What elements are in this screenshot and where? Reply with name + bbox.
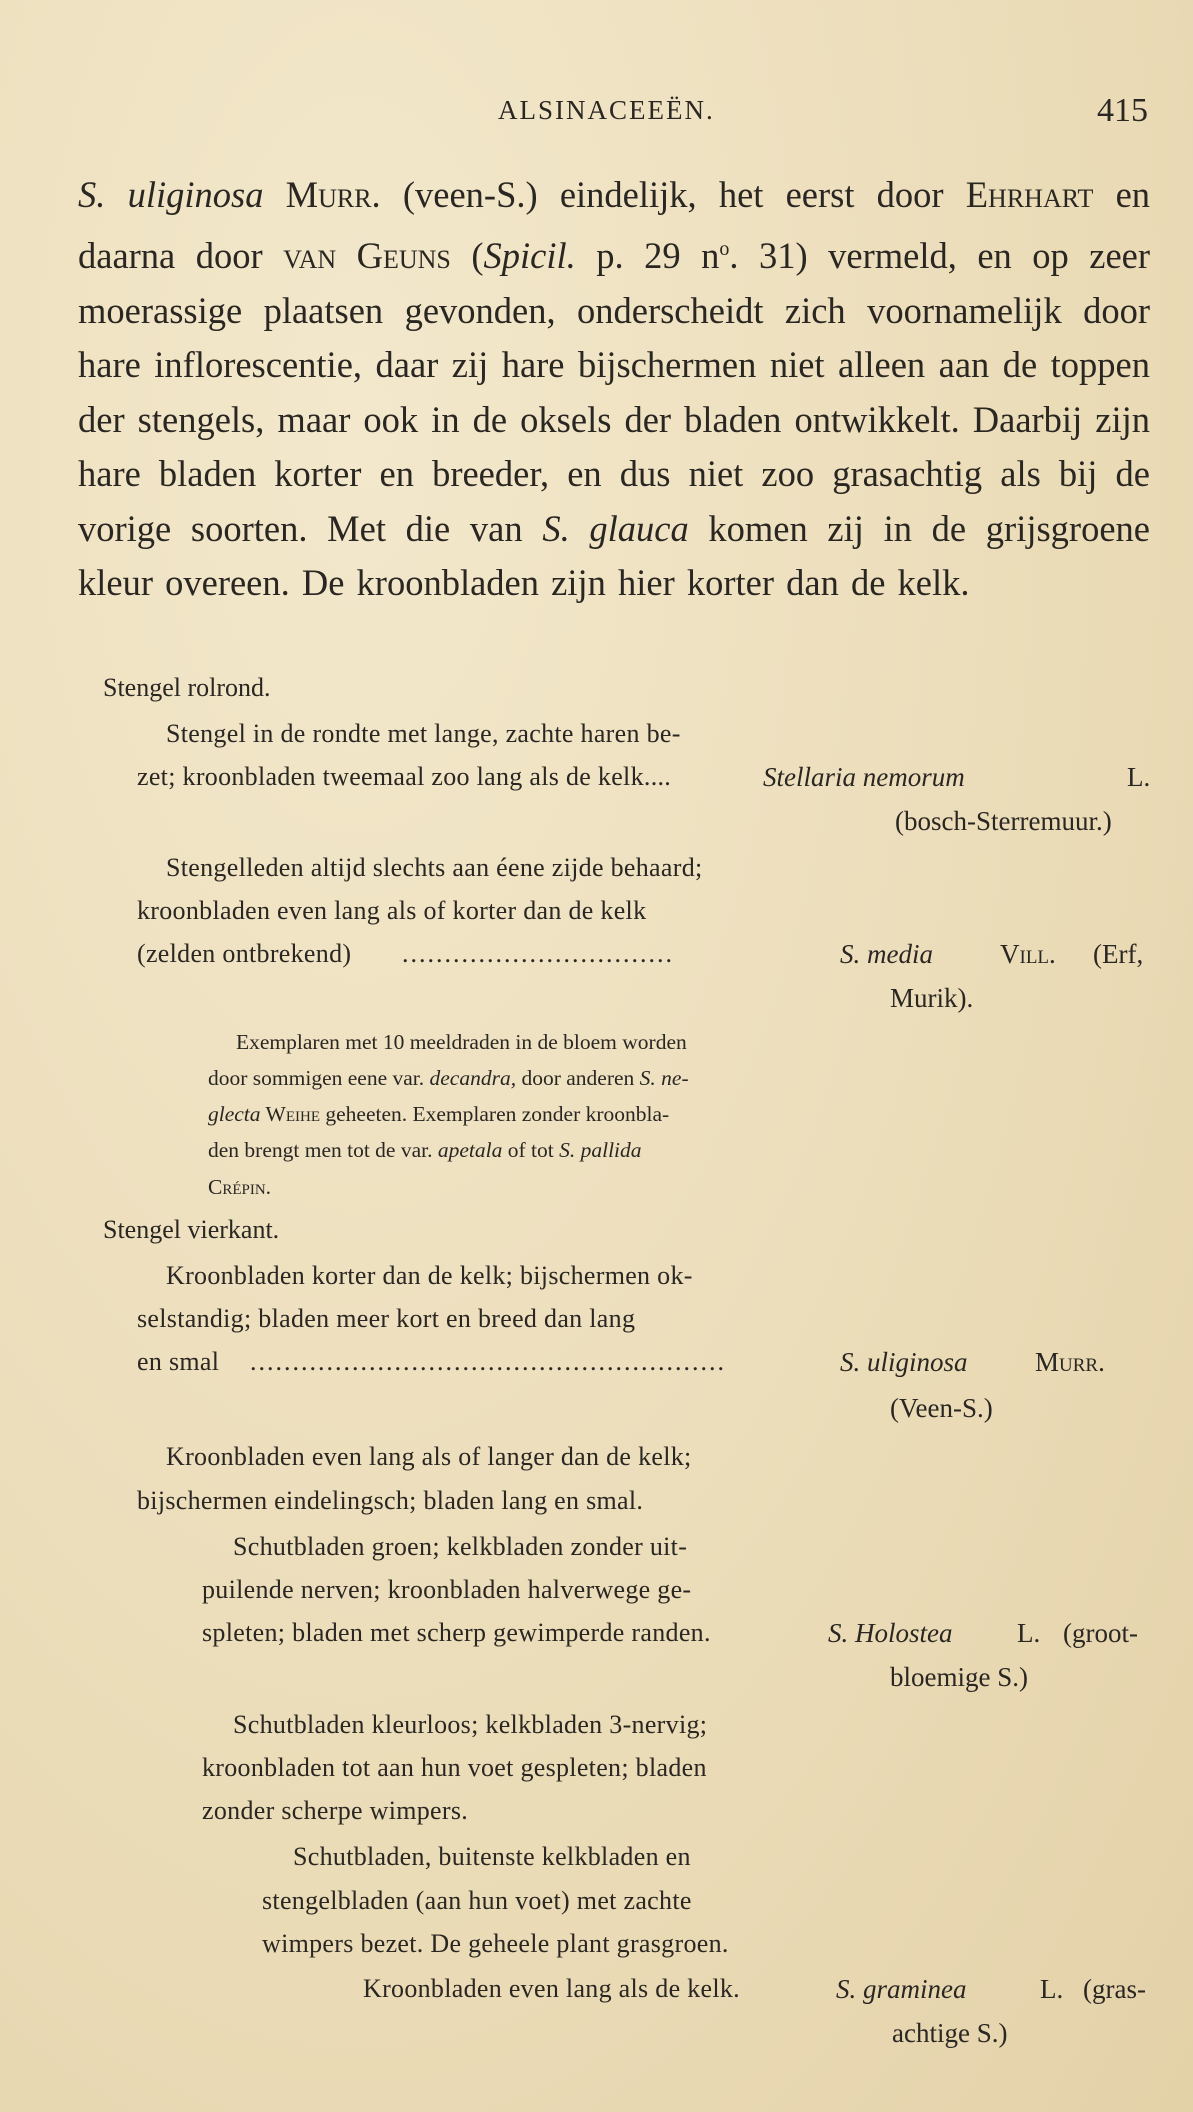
leader-dots: ........................................................ [250,1347,726,1376]
running-title: ALSINACEEËN. [498,95,715,125]
note-line: glecta Weihe geheeten. Exemplaren zonder kroonbla- [208,1102,670,1126]
page-number: 415 [1097,92,1148,129]
key-line: bijschermen eindelingsch; bladen lang en smal. [137,1486,644,1515]
note-line: Crépin. [208,1175,272,1199]
common-name: (Veen-S.) [890,1393,993,1423]
key-line: Stengelleden altijd slechts aan éene zijde behaard; [166,853,703,882]
key-line: zonder scherpe wimpers. [202,1796,469,1825]
key-line: Kroonbladen korter dan de kelk; bijschermen ok- [166,1261,693,1290]
note-line: den brengt men tot de var. apetala of tot S. pallida [208,1138,642,1162]
key-line: Schutbladen, buitenste kelkbladen en [293,1842,691,1871]
author: Vill. [1000,939,1056,969]
species-graminea: S. graminea [836,1974,967,2004]
key-line: Kroonbladen even lang als de kelk. [363,1974,740,2003]
common-name: (bosch-Sterremuur.) [895,806,1112,836]
key-line: (zelden ontbrekend) [137,939,352,968]
author: L. [1017,1618,1041,1648]
leader-dots: ................................ [402,939,674,968]
species-stellaria-nemorum: Stellaria nemorum [763,762,965,792]
key-stengel-rolrond: Stengel rolrond. [103,673,271,702]
species-holostea: S. Holostea [828,1618,953,1648]
common-name: bloemige S.) [890,1662,1028,1692]
key-stengel-vierkant: Stengel vierkant. [103,1215,280,1244]
key-line: Stengel in de rondte met lange, zachte haren be- [166,719,681,748]
key-line: en smal [137,1347,220,1376]
author: L. [1127,762,1151,792]
key-line: selstandig; bladen meer kort en breed dan lang [137,1304,636,1333]
common-name: achtige S.) [892,2018,1008,2048]
key-line: Schutbladen kleurloos; kelkbladen 3-nervig; [233,1710,708,1739]
note-line: Exemplaren met 10 meeldraden in de bloem worden [236,1030,687,1054]
common-name: (gras- [1083,1974,1146,2004]
key-line: Schutbladen groen; kelkbladen zonder uit- [233,1532,688,1561]
key-line: spleten; bladen met scherp gewimperde randen. [202,1618,711,1647]
species-abbr: S. [78,174,106,215]
key-line: wimpers bezet. De geheele plant grasgroen. [262,1929,729,1958]
key-line: kroonbladen even lang als of korter dan de kelk [137,896,647,925]
author: Murr. [285,174,381,215]
key-line: kroonbladen tot aan hun voet gespleten; bladen [202,1753,707,1782]
intro-paragraph: S. uliginosa Murr. (veen-S.) eindelijk, het eerst door Ehrhart en daarna door van Geuns (Spicil. p. 29 $n^o$. 31) vermeld, en op zeer moerassige plaatsen gevonden, onderscheidt zich voornamelijk door hare inflorescentie, daar zij hare bijschermen niet alleen aan de toppen der stengels, maar ook in de oksels der bladen ontwikkelt. Daarbij zijn hare bladen korter en breeder, en dus niet zoo grasachtig als bij de vorige soorten. Met die van S. glauca komen zij in de grijsgroene kleur overeen. De kroonbladen zijn hier korter dan de kelk. [78,174,1151,603]
author: L. [1040,1974,1064,2004]
common-name: (groot- [1063,1618,1138,1648]
common-name: Murik). [890,983,974,1013]
common-name: (Erf, [1093,939,1144,969]
key-line: stengelbladen (aan hun voet) met zachte [262,1886,692,1915]
species-uliginosa: S. uliginosa [840,1347,968,1377]
key-line: Kroonbladen even lang als of langer dan de kelk; [166,1442,692,1471]
key-line: zet; kroonbladen tweemaal zoo lang als de kelk.... [137,762,672,791]
key-line: puilende nerven; kroonbladen halverwege ge- [202,1575,692,1604]
note-line: door sommigen eene var. decandra, door anderen S. ne- [208,1066,689,1090]
author: Murr. [1035,1347,1105,1377]
species-media: S. media [840,939,933,969]
species-name: uliginosa [127,174,264,215]
